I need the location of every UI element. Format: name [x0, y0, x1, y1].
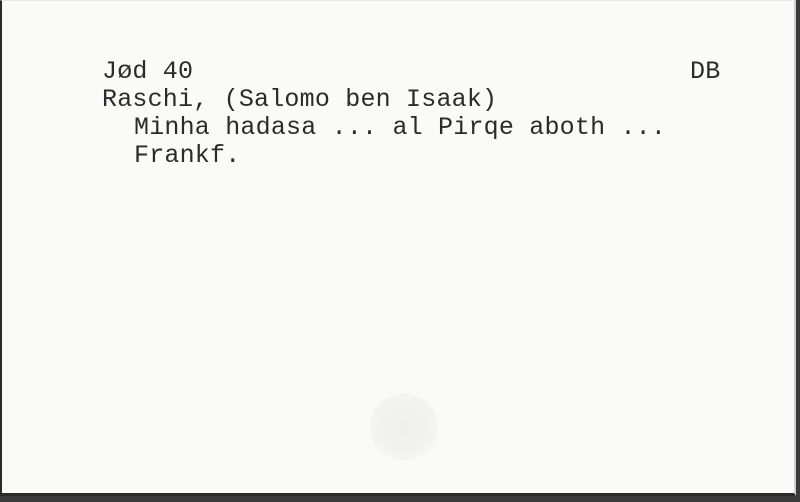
collection-code: DB	[690, 57, 721, 86]
author-heading: Raschi, (Salomo ben Isaak)	[102, 85, 498, 114]
imprint-place: Frankf.	[134, 141, 241, 170]
call-number: Jød 40	[102, 57, 194, 86]
title-line: Minha hadasa ... al Pirqe aboth ...	[134, 113, 667, 142]
paper-smudge	[370, 393, 438, 461]
